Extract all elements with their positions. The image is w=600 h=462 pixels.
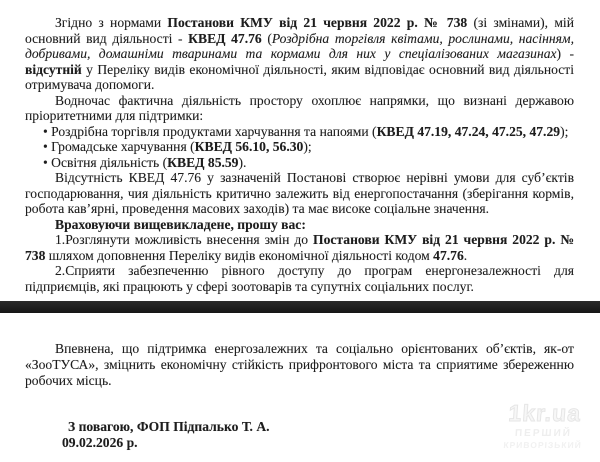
paragraph-activities: Водночас фактична діяльність простору охоплює напрямки, що визнані державою пріоритетними для підтримки: (25, 92, 574, 123)
bullet-list (25, 124, 574, 171)
watermark-line2: КРИВОРІЗЬКИЙ (503, 440, 583, 450)
closing-paragraph: Впевнена, що підтримка енергозалежних та соціально орієнтованих об’єктів, як-от «ЗооТУСА», зміцнить економічну стійкість прифронтового міста та сприятиме збереженню робочих місць. (25, 341, 574, 388)
watermark-logo-1kr-ua: 1kr.ua (507, 400, 582, 426)
bullet-item-retail: • Роздрібна торгівля продуктами харчування та напоями (КВЕД 47.19, 47.24, 47.25, 47.29); (43, 123, 569, 139)
paragraph-intro: Згідно з нормами Постанови КМУ від 21 червня 2022 р. № 738 (зі змінами), мій основний вид діяльності - КВЕД 47.76 (Роздрібна торгівля квітами, рослинами, насінням, добривами, домашніми тваринами та кормами для них у спеціалізованих магазинах) - відсутній у Переліку видів економічної діяльності, яким відповідає основний вид діяльності отримувача допомоги. (25, 15, 574, 92)
paragraph-absence: Відсутність КВЕД 47.76 у зазначеній Постанові створює нерівні умови для суб’єктів господарювання, чия діяльність критично залежить від енергопостачання (зберігання кормів, робота кав’ярні, проведення масових заходів) та має високе соціальне значення. (25, 170, 574, 216)
request-item-2: 2.Сприяти забезпеченню рівного доступу до програм енергонезалежності для підприємців, які працюють у сфері зоотоварів та супутніх соціальних послуг. (25, 263, 574, 294)
request-heading: Враховуючи вищевикладене, прошу вас: (55, 216, 306, 232)
separator-bar (0, 301, 600, 313)
bullet-item-catering: • Громадське харчування (КВЕД 56.10, 56.30); (43, 139, 312, 154)
watermark (492, 400, 595, 450)
signature-date: 09.02.2026 р. (62, 434, 138, 450)
signature-name: З повагою, ФОП Підпалько Т. А. (68, 419, 270, 434)
watermark-line1: ПЕРШИЙ (514, 428, 573, 439)
bullet-item-education: • Освітня діяльність (КВЕД 85.59). (43, 154, 247, 170)
request-item-1: 1.Розглянути можливість внесення змін до Постанови КМУ від 21 червня 2022 р. № 738 шляхом доповнення Переліку видів економічної діяльності кодом 47.76. (25, 232, 574, 263)
